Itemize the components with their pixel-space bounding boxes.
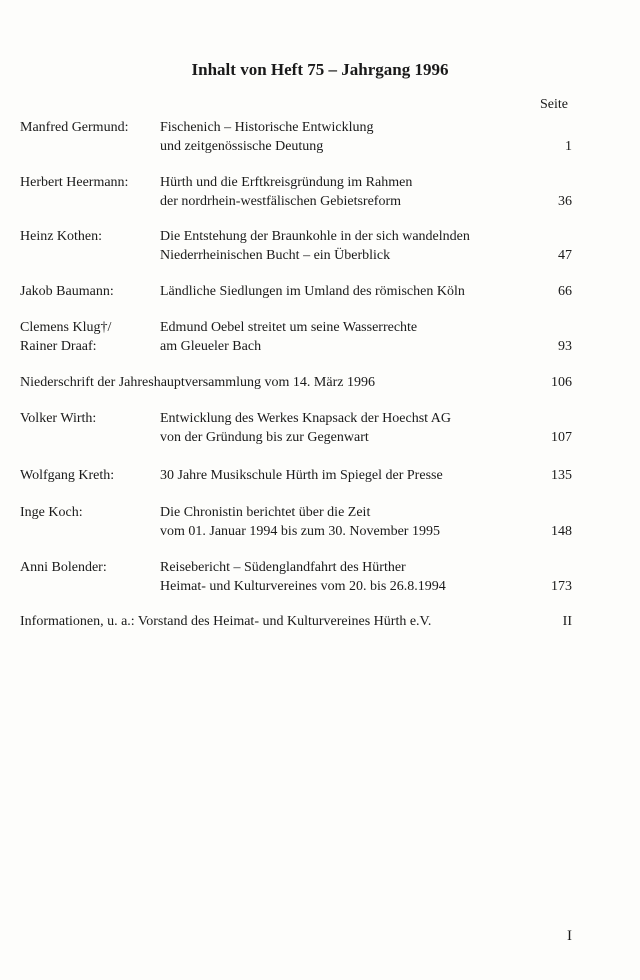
entry-title — [160, 409, 540, 447]
entry-title — [160, 466, 540, 485]
entry-title-line: 30 Jahre Musikschule Hürth im Spiegel der Presse — [160, 468, 443, 483]
entry-title-line: Fischenich – Historische Entwicklung — [160, 120, 374, 135]
entry-author: Herbert Heermann: — [20, 175, 129, 190]
entry-page: 66 — [558, 284, 572, 299]
entry-title — [160, 118, 540, 156]
entry-title — [160, 282, 540, 301]
entry-title-line: Die Chronistin berichtet über die Zeit — [160, 505, 371, 520]
entry-author: Anni Bolender: — [20, 560, 107, 575]
entry-author — [20, 318, 111, 356]
entry-title — [160, 173, 540, 211]
toc-entry — [0, 558, 640, 598]
toc-entry — [0, 409, 640, 449]
toc-entry — [0, 466, 640, 486]
entry-page: 106 — [551, 375, 572, 390]
entry-title-line: von der Gründung bis zur Gegenwart — [160, 430, 369, 445]
entry-author-line: Clemens Klug†/ — [20, 320, 112, 335]
page-title: Inhalt von Heft 75 – Jahrgang 1996 — [191, 60, 449, 79]
entry-title — [160, 318, 540, 356]
entry-title-line: Edmund Oebel streitet um seine Wasserrechte — [160, 320, 418, 335]
entry-page: 93 — [558, 339, 572, 354]
entry-title-line: Niederrheinischen Bucht – ein Überblick — [160, 248, 391, 263]
entry-title-line: vom 01. Januar 1994 bis zum 30. November 1995 — [160, 524, 440, 539]
entry-page: 107 — [551, 430, 572, 445]
entry-title-line: Reisebericht – Südenglandfahrt des Hürther — [160, 560, 406, 575]
page-number: I — [567, 928, 572, 944]
entry-author: Manfred Germund: — [20, 120, 129, 135]
entry-author: Inge Koch: — [20, 505, 83, 520]
toc-entry — [0, 503, 640, 543]
entry-title-line: Ländliche Siedlungen im Umland des römischen Köln — [160, 284, 465, 299]
entry-full-title: Niederschrift der Jahreshauptversammlung vom 14. März 1996 — [20, 375, 375, 390]
toc-entry — [0, 227, 640, 267]
toc-entry — [0, 118, 640, 158]
entry-title — [160, 503, 540, 541]
entry-page: 1 — [565, 139, 572, 154]
entry-title-line: Hürth und die Erftkreisgründung im Rahmen — [160, 175, 413, 190]
entry-full-title: Informationen, u. a.: Vorstand des Heimat- und Kulturvereines Hürth e.V. — [20, 614, 432, 629]
toc-entry — [0, 318, 640, 358]
entry-page: 173 — [551, 579, 572, 594]
toc-entry — [0, 612, 640, 632]
entry-title-line: am Gleueler Bach — [160, 339, 262, 354]
entry-author: Wolfgang Kreth: — [20, 468, 115, 483]
entry-title-line: Die Entstehung der Braunkohle in der sich wandelnden — [160, 229, 470, 244]
entry-title-line: der nordrhein-westfälischen Gebietsreform — [160, 194, 402, 209]
entry-page: 47 — [558, 248, 572, 263]
entry-author: Jakob Baumann: — [20, 284, 114, 299]
entry-page: II — [562, 614, 572, 629]
entry-author-line: Rainer Draaf: — [20, 339, 97, 354]
toc-entry — [0, 173, 640, 213]
entry-title-line: Heimat- und Kulturvereines vom 20. bis 26.8.1994 — [160, 579, 446, 594]
entry-title — [160, 558, 540, 596]
entry-title-line: und zeitgenössische Deutung — [160, 139, 324, 154]
entry-title — [160, 227, 540, 265]
toc-entry — [0, 373, 640, 393]
entry-author: Volker Wirth: — [20, 411, 97, 426]
page-column-header: Seite — [540, 97, 568, 112]
entry-author: Heinz Kothen: — [20, 229, 103, 244]
toc-entry — [0, 282, 640, 302]
entry-title-line: Entwicklung des Werkes Knapsack der Hoechst AG — [160, 411, 451, 426]
entry-page: 135 — [551, 468, 572, 483]
entry-page: 148 — [551, 524, 572, 539]
entry-page: 36 — [558, 194, 572, 209]
